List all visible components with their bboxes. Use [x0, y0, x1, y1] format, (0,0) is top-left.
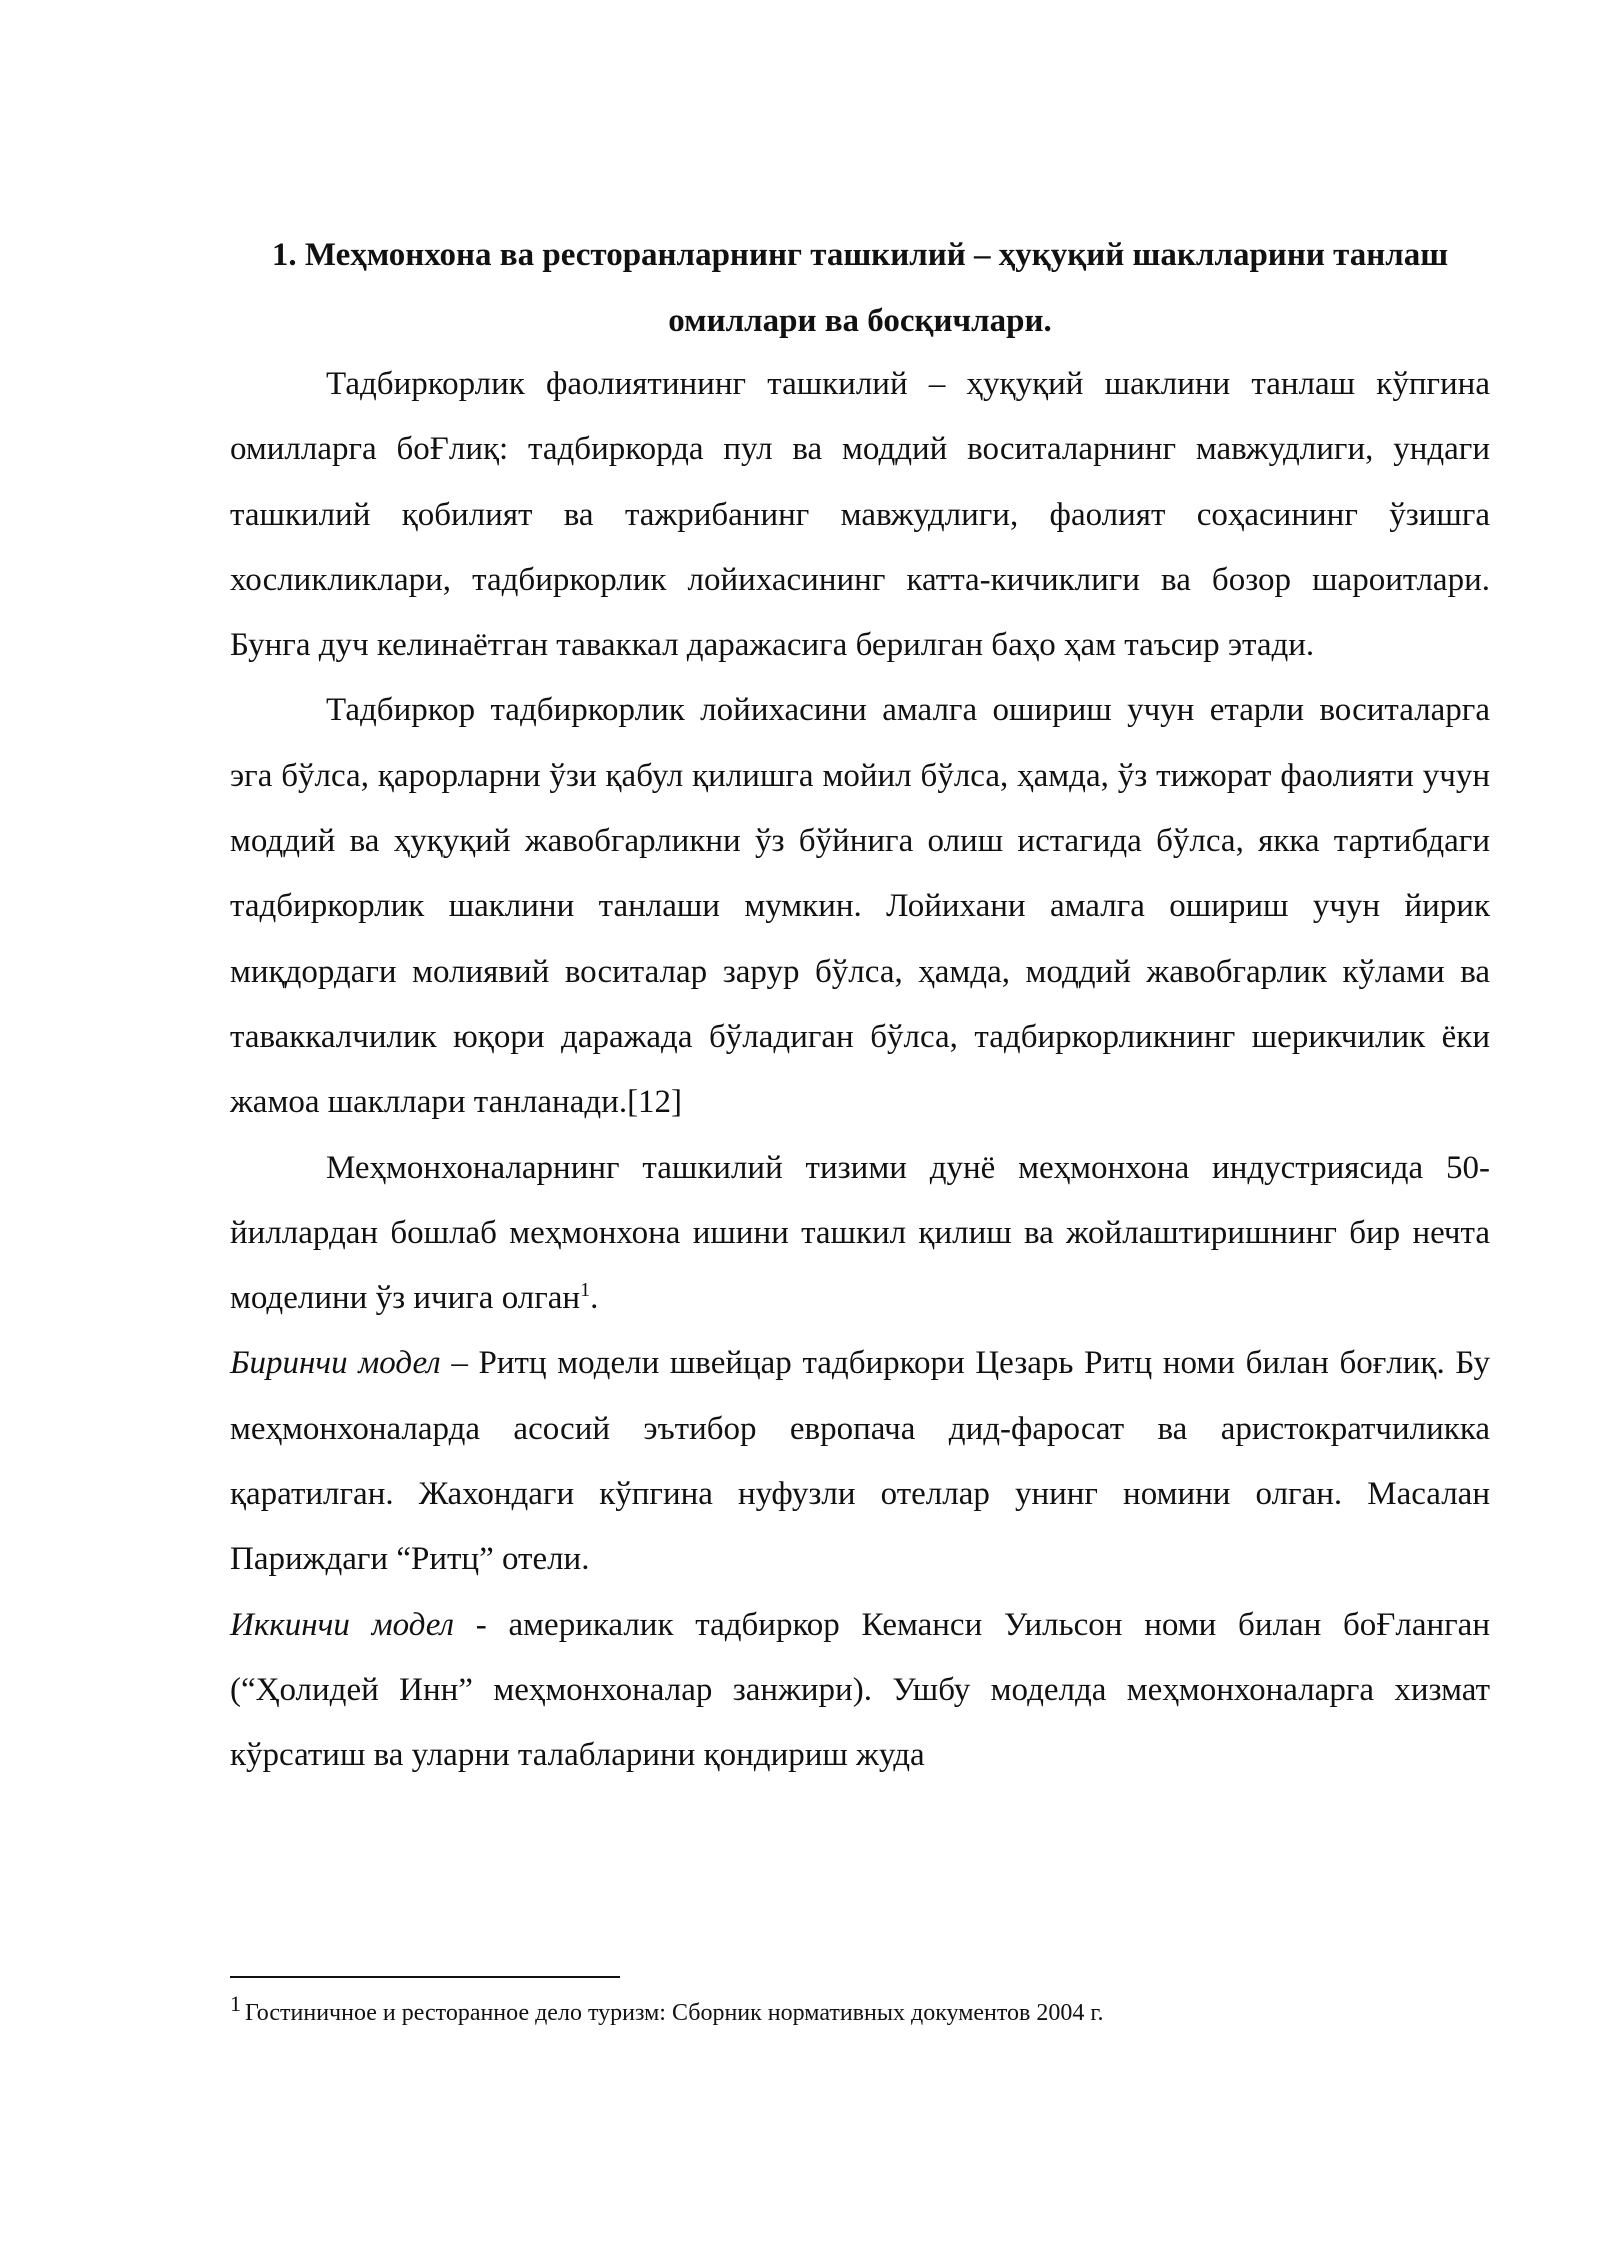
footnote — [230, 1991, 1490, 2030]
paragraph-3 — [230, 1136, 1490, 1332]
section-title: 1. Меҳмонхона ва ресторанларнинг ташкилий – ҳуқуқий шаклларини танлаш омиллари ва босқичлари. — [271, 237, 1449, 339]
model-1-text: – Ритц модели швейцар тадбиркори Цезарь Ритц номи билан боғлиқ. Бу меҳмонхоналарда асосий эътибор европача дид-фаросат ва аристократчиликка қаратилган. Жахондаги кўпгина нуфузли отеллар унинг номини олган. Масалан Париждаги “Ритц” отели. — [230, 1345, 1490, 1578]
footnote-reference[interactable]: 1 — [580, 1279, 591, 1302]
footnote-mark: 1 — [230, 1991, 241, 2016]
paragraph-3-text: Меҳмонхоналарнинг ташкилий тизими дунё меҳмонхона индустриясида 50-йиллардан бошлаб меҳмонхона ишини ташкил қилиш ва жойлаштиришнинг бир нечта моделини ўз ичига олган — [230, 1149, 1490, 1317]
paragraph-3-end: . — [590, 1280, 599, 1317]
model-1-label: Биринчи модел — [230, 1345, 441, 1382]
paragraph-5 — [230, 1593, 1490, 1789]
model-2-label: Иккинчи модел — [230, 1606, 455, 1643]
paragraph-4 — [230, 1331, 1490, 1592]
paragraph-1: Тадбиркорлик фаолиятининг ташкилий – ҳуқуқий шаклини танлаш кўпгина омилларга боҒлиқ: тадбиркорда пул ва моддий воситаларнинг мавжудлиги, ундаги ташкилий қобилият ва тажрибанинг мавжудлиги, фаолият соҳасининг ўзишга хосликликлари, тадбиркорлик лойихасининг катта-кичиклиги ва бозор шароитлари. Бунга дуч келинаётган таваккал даражасига берилган баҳо ҳам таъсир этади. — [230, 366, 1490, 664]
model-2-text: - америкалик тадбиркор Кеманси Уильсон номи билан боҒланган (“Ҳолидей Инн” меҳмонхоналар занжири). Ушбу моделда меҳмонхоналарга хизмат кўрсатиш ва уларни талабларини қондириш жуда — [230, 1606, 1490, 1774]
footnote-text: Гостиничное и ресторанное дело туризм: Сборник нормативных документов 2004 г. — [245, 2000, 1104, 2026]
document-body — [230, 352, 1490, 1789]
paragraph-2: Тадбиркор тадбиркорлик лойихасини амалга ошириш учун етарли воситаларга эга бўлса, қарорларни ўзи қабул қилишга мойил бўлса, ҳамда, ўз тижорат фаолияти учун моддий ва ҳуқуқий жавобгарликни ўз бўйнига олиш истагида бўлса, якка тартибдаги тадбиркорлик шаклини танлаши мумкин. Лойихани амалга ошириш учун йирик миқдордаги молиявий воситалар зарур бўлса, ҳамда, моддий жавобгарлик кўлами ва таваккалчилик юқори даражада бўладиган бўлса, тадбиркорликнинг шерикчилик ёки жамоа шакллари танланади.[12] — [230, 692, 1490, 1121]
footnote-separator — [230, 1976, 620, 1978]
